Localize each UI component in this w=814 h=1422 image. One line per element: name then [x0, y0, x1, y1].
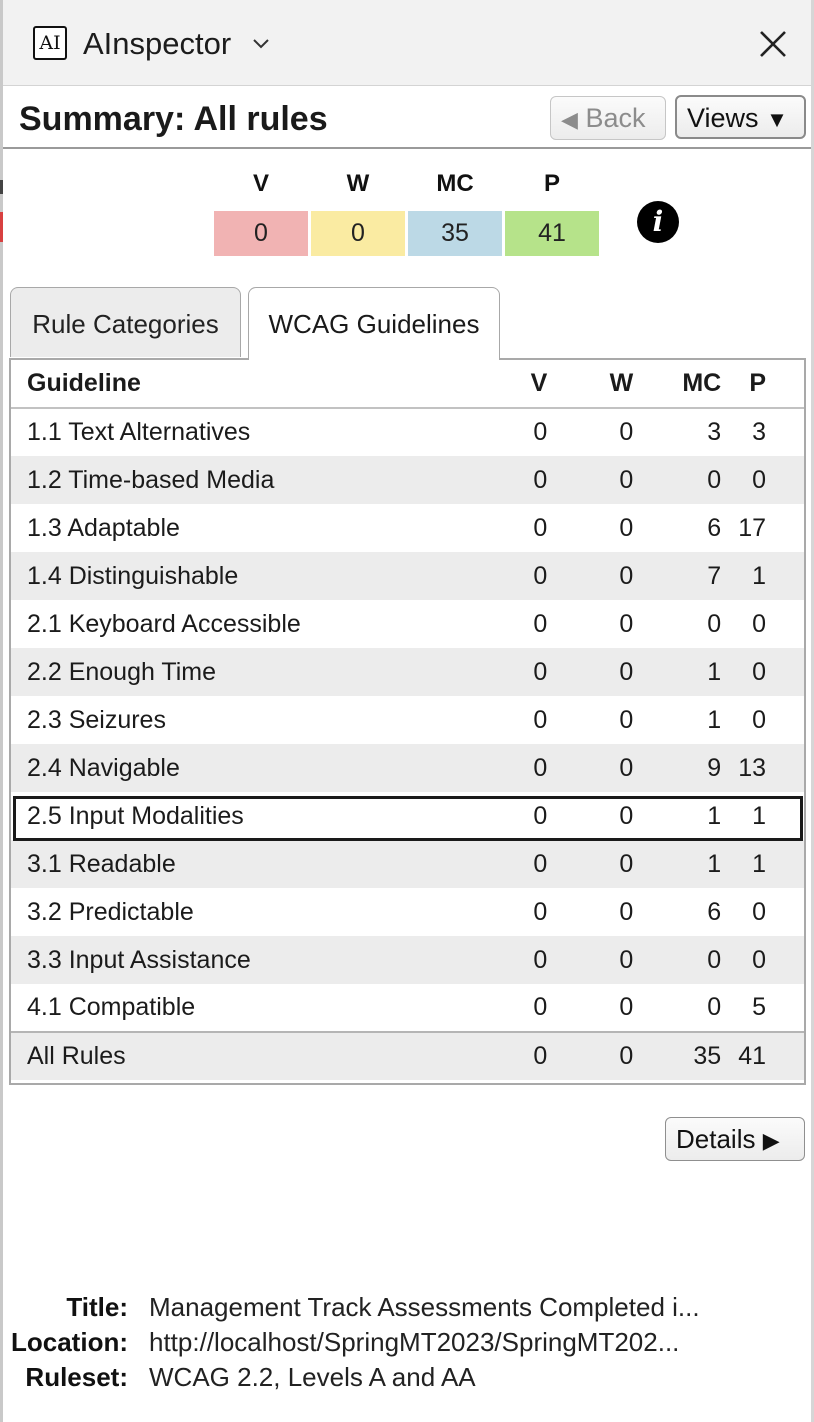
cell-w: 0: [619, 801, 634, 830]
page-title: Summary: All rules: [19, 100, 328, 138]
column-header-mc[interactable]: MC: [633, 360, 721, 408]
manual-checks-count: 35: [408, 211, 502, 256]
chevron-down-icon[interactable]: [251, 34, 271, 54]
cell-mc: 6: [707, 897, 722, 926]
cell-p: 0: [721, 456, 804, 504]
sidebar-header: [3, 0, 811, 86]
cell-p: 0: [752, 897, 766, 926]
cell-mc: 1: [707, 801, 722, 830]
table-row[interactable]: [11, 792, 804, 840]
cell-w: 0: [619, 418, 634, 446]
dropdown-arrow-icon: ▼: [766, 107, 788, 132]
info-icon[interactable]: i: [637, 201, 679, 243]
location-key: Location:: [11, 1327, 128, 1357]
warnings-count: 0: [311, 211, 405, 256]
guideline-name: 1.2 Time-based Media: [11, 456, 461, 504]
guideline-name: 3.2 Predictable: [27, 897, 194, 926]
cell-p: 0: [721, 936, 804, 984]
cell-p: 1: [752, 801, 766, 830]
table-row[interactable]: [11, 408, 804, 456]
cell-v: 0: [533, 513, 548, 542]
passed-label: P: [543, 170, 560, 197]
back-arrow-icon: ◀: [561, 107, 578, 132]
info-row-ruleset: [0, 1360, 800, 1395]
title-key: Title:: [66, 1292, 128, 1322]
cell-v: 0: [533, 609, 548, 638]
table-row[interactable]: [11, 696, 804, 744]
footer-cell-w: 0: [547, 1032, 633, 1080]
info-row-title: [0, 1290, 800, 1325]
edge-mark: [0, 180, 3, 194]
ruleset-value: WCAG 2.2, Levels A and AA: [149, 1362, 476, 1392]
location-value: http://localhost/SpringMT2023/SpringMT202...: [149, 1327, 680, 1357]
cell-mc: 3: [707, 418, 722, 446]
cell-v: 0: [533, 705, 548, 734]
cell-p: 1: [721, 840, 804, 888]
cell-mc: 1: [633, 648, 721, 696]
column-header-guideline[interactable]: Guideline: [11, 360, 461, 408]
cell-v: 0: [533, 897, 548, 926]
table-header-row: [11, 360, 804, 408]
close-icon[interactable]: [755, 26, 791, 62]
result-summary-labels: [214, 170, 602, 200]
cell-w: 0: [619, 993, 634, 1021]
table-row[interactable]: [11, 936, 804, 984]
cell-mc: 6: [707, 513, 722, 542]
ai-logo-icon: AI: [33, 26, 67, 60]
cell-v: 0: [461, 456, 547, 504]
cell-p: 17: [738, 513, 766, 542]
guideline-name: 1.1 Text Alternatives: [27, 418, 251, 446]
cell-w: 0: [619, 897, 634, 926]
cell-mc: 9: [633, 744, 721, 792]
forward-arrow-icon: ▶: [762, 1128, 780, 1153]
cell-mc: 1: [633, 840, 721, 888]
guidelines-table: [9, 358, 806, 1085]
table-row[interactable]: [11, 456, 804, 504]
cell-mc: 0: [633, 456, 721, 504]
title-value: Management Track Assessments Completed i...: [149, 1292, 700, 1322]
footer-label: All Rules: [11, 1032, 461, 1080]
table-row[interactable]: [11, 552, 804, 600]
tab-rule-categories[interactable]: Rule Categories: [10, 287, 241, 357]
footer-cell-v: 0: [461, 1032, 547, 1080]
cell-mc: 0: [707, 609, 722, 638]
table-row[interactable]: [11, 600, 804, 648]
column-header-w[interactable]: W: [547, 360, 633, 408]
violations-label: V: [252, 170, 269, 197]
warnings-label: W: [346, 170, 370, 197]
table-row[interactable]: [11, 888, 804, 936]
table-row[interactable]: [11, 504, 804, 552]
cell-p: 13: [721, 744, 804, 792]
cell-w: 0: [619, 609, 634, 638]
summary-header: [3, 87, 811, 149]
cell-v: 0: [533, 801, 548, 830]
guideline-name: 4.1 Compatible: [27, 993, 196, 1021]
table-row[interactable]: [11, 648, 804, 696]
table-row[interactable]: [11, 840, 804, 888]
cell-v: 0: [533, 418, 548, 446]
cell-p: 5: [752, 993, 766, 1021]
details-button-label: Details: [676, 1124, 756, 1154]
back-button-label: Back: [585, 103, 646, 133]
cell-w: 0: [547, 744, 633, 792]
cell-v: 0: [461, 936, 547, 984]
table-row[interactable]: [11, 984, 804, 1032]
cell-p: 1: [721, 552, 804, 600]
table-row[interactable]: [11, 744, 804, 792]
cell-mc: 7: [633, 552, 721, 600]
column-header-p[interactable]: P: [721, 360, 804, 408]
sidebar-title[interactable]: AInspector: [83, 26, 232, 61]
guideline-name: 2.1 Keyboard Accessible: [27, 609, 301, 638]
guideline-name: 2.5 Input Modalities: [27, 801, 244, 830]
cell-v: 0: [461, 552, 547, 600]
cell-w: 0: [547, 456, 633, 504]
violations-count: 0: [214, 211, 308, 256]
page-info: [0, 1290, 800, 1395]
column-header-v[interactable]: V: [461, 360, 547, 408]
cell-v: 0: [533, 993, 548, 1021]
cell-p: 0: [721, 648, 804, 696]
footer-cell-p: 41: [721, 1032, 804, 1080]
cell-p: 0: [752, 609, 766, 638]
guideline-name: 1.3 Adaptable: [27, 513, 180, 542]
cell-mc: 0: [707, 993, 722, 1021]
info-row-location: [0, 1325, 800, 1360]
guideline-name: 2.2 Enough Time: [11, 648, 461, 696]
back-button[interactable]: [550, 96, 666, 140]
cell-p: 3: [752, 418, 766, 446]
passed-count: 41: [505, 211, 599, 256]
views-button-label: Views: [687, 103, 759, 133]
ruleset-key: Ruleset:: [25, 1362, 128, 1392]
guideline-name: 3.1 Readable: [11, 840, 461, 888]
manual-checks-label: MC: [436, 170, 474, 197]
guideline-name: 2.3 Seizures: [27, 705, 166, 734]
guideline-name: 2.4 Navigable: [11, 744, 461, 792]
views-button[interactable]: [675, 95, 806, 139]
cell-w: 0: [547, 648, 633, 696]
cell-v: 0: [461, 648, 547, 696]
footer-cell-mc: 35: [633, 1032, 721, 1080]
result-summary-values: [214, 211, 602, 257]
guideline-name: 1.4 Distinguishable: [11, 552, 461, 600]
edge-mark: [0, 212, 3, 242]
cell-p: 0: [752, 705, 766, 734]
table-footer-row: [11, 1032, 804, 1080]
cell-mc: 0: [633, 936, 721, 984]
details-button[interactable]: [665, 1117, 805, 1161]
guideline-name: 3.3 Input Assistance: [11, 936, 461, 984]
tab-wcag-guidelines[interactable]: WCAG Guidelines: [248, 287, 500, 360]
cell-v: 0: [461, 840, 547, 888]
cell-v: 0: [461, 744, 547, 792]
cell-mc: 1: [707, 705, 722, 734]
cell-w: 0: [619, 513, 634, 542]
cell-w: 0: [547, 552, 633, 600]
cell-w: 0: [619, 705, 634, 734]
cell-w: 0: [547, 936, 633, 984]
cell-w: 0: [547, 840, 633, 888]
